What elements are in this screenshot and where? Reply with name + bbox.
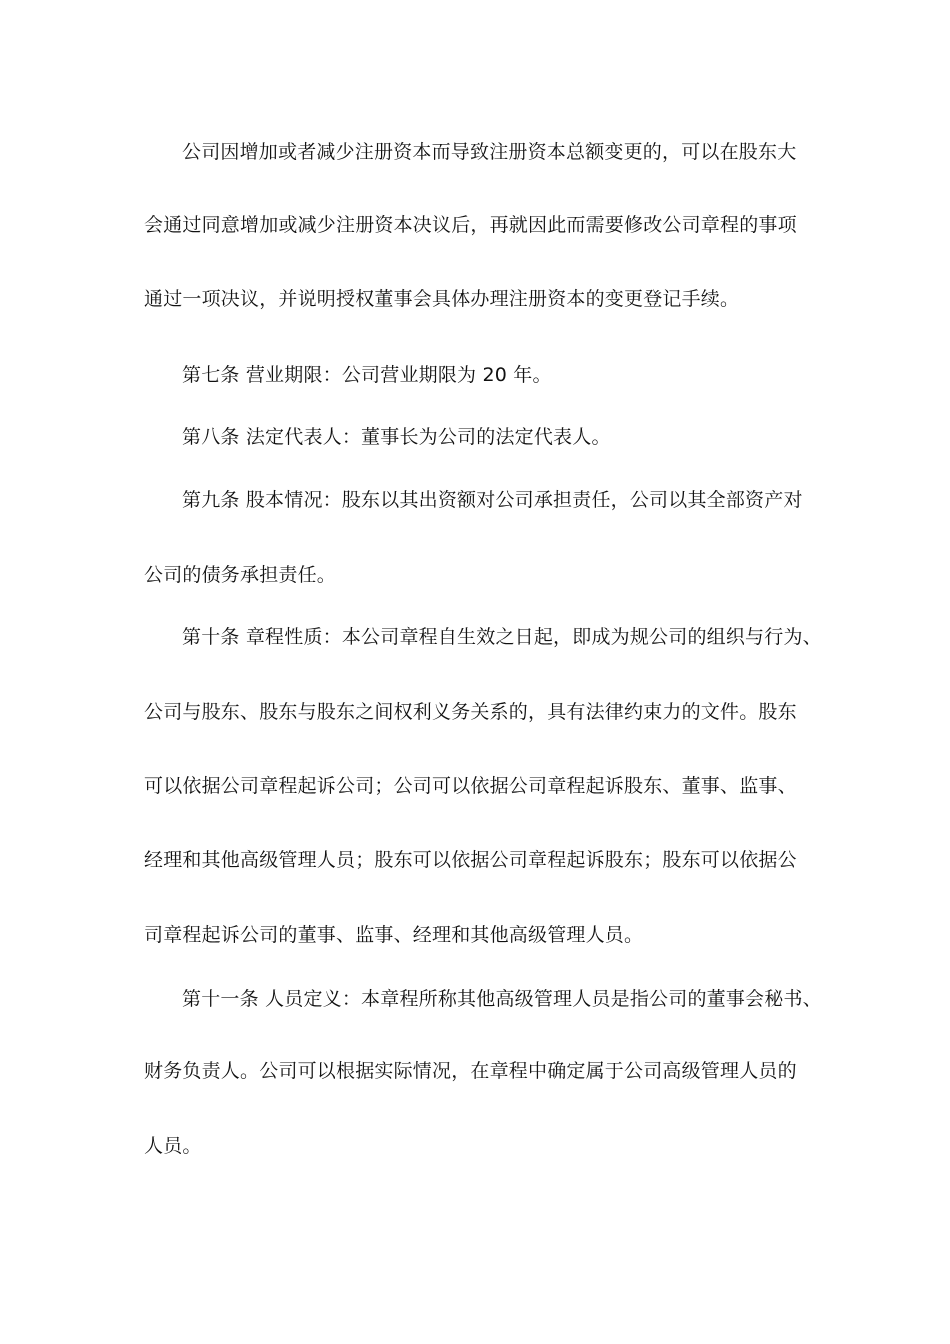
article-9: 第九条 股本情况：股东以其出资额对公司承担责任，公司以其全部资产对 (182, 489, 803, 511)
text-line: 公司因增加或者减少注册资本而导致注册资本总额变更的，可以在股东大 (182, 141, 797, 163)
article-8: 第八条 法定代表人：董事长为公司的法定代表人。 (182, 426, 611, 448)
text-line: 会通过同意增加或减少注册资本决议后，再就因此而需要修改公司章程的事项 (144, 214, 797, 236)
article-10: 第十条 章程性质：本公司章程自生效之日起，即成为规公司的组织与行为、 (182, 626, 822, 648)
text-line: 司章程起诉公司的董事、监事、经理和其他高级管理人员。 (144, 924, 644, 946)
article-7: 第七条 营业期限：公司营业期限为 20 年。 (182, 364, 552, 386)
text-line: 人员。 (144, 1135, 202, 1157)
text-line: 可以依据公司章程起诉公司；公司可以依据公司章程起诉股东、董事、监事、 (144, 775, 797, 797)
text-line: 通过一项决议，并说明授权董事会具体办理注册资本的变更登记手续。 (144, 288, 740, 310)
text-line: 公司的债务承担责任。 (144, 564, 337, 586)
article-11: 第十一条 人员定义：本章程所称其他高级管理人员是指公司的董事会秘书、 (182, 988, 822, 1010)
text-line: 财务负责人。公司可以根据实际情况，在章程中确定属于公司高级管理人员的 (144, 1060, 797, 1082)
text-line: 公司与股东、股东与股东之间权利义务关系的，具有法律约束力的文件。股东 (144, 701, 797, 723)
text-line: 经理和其他高级管理人员；股东可以依据公司章程起诉股东；股东可以依据公 (144, 849, 797, 871)
